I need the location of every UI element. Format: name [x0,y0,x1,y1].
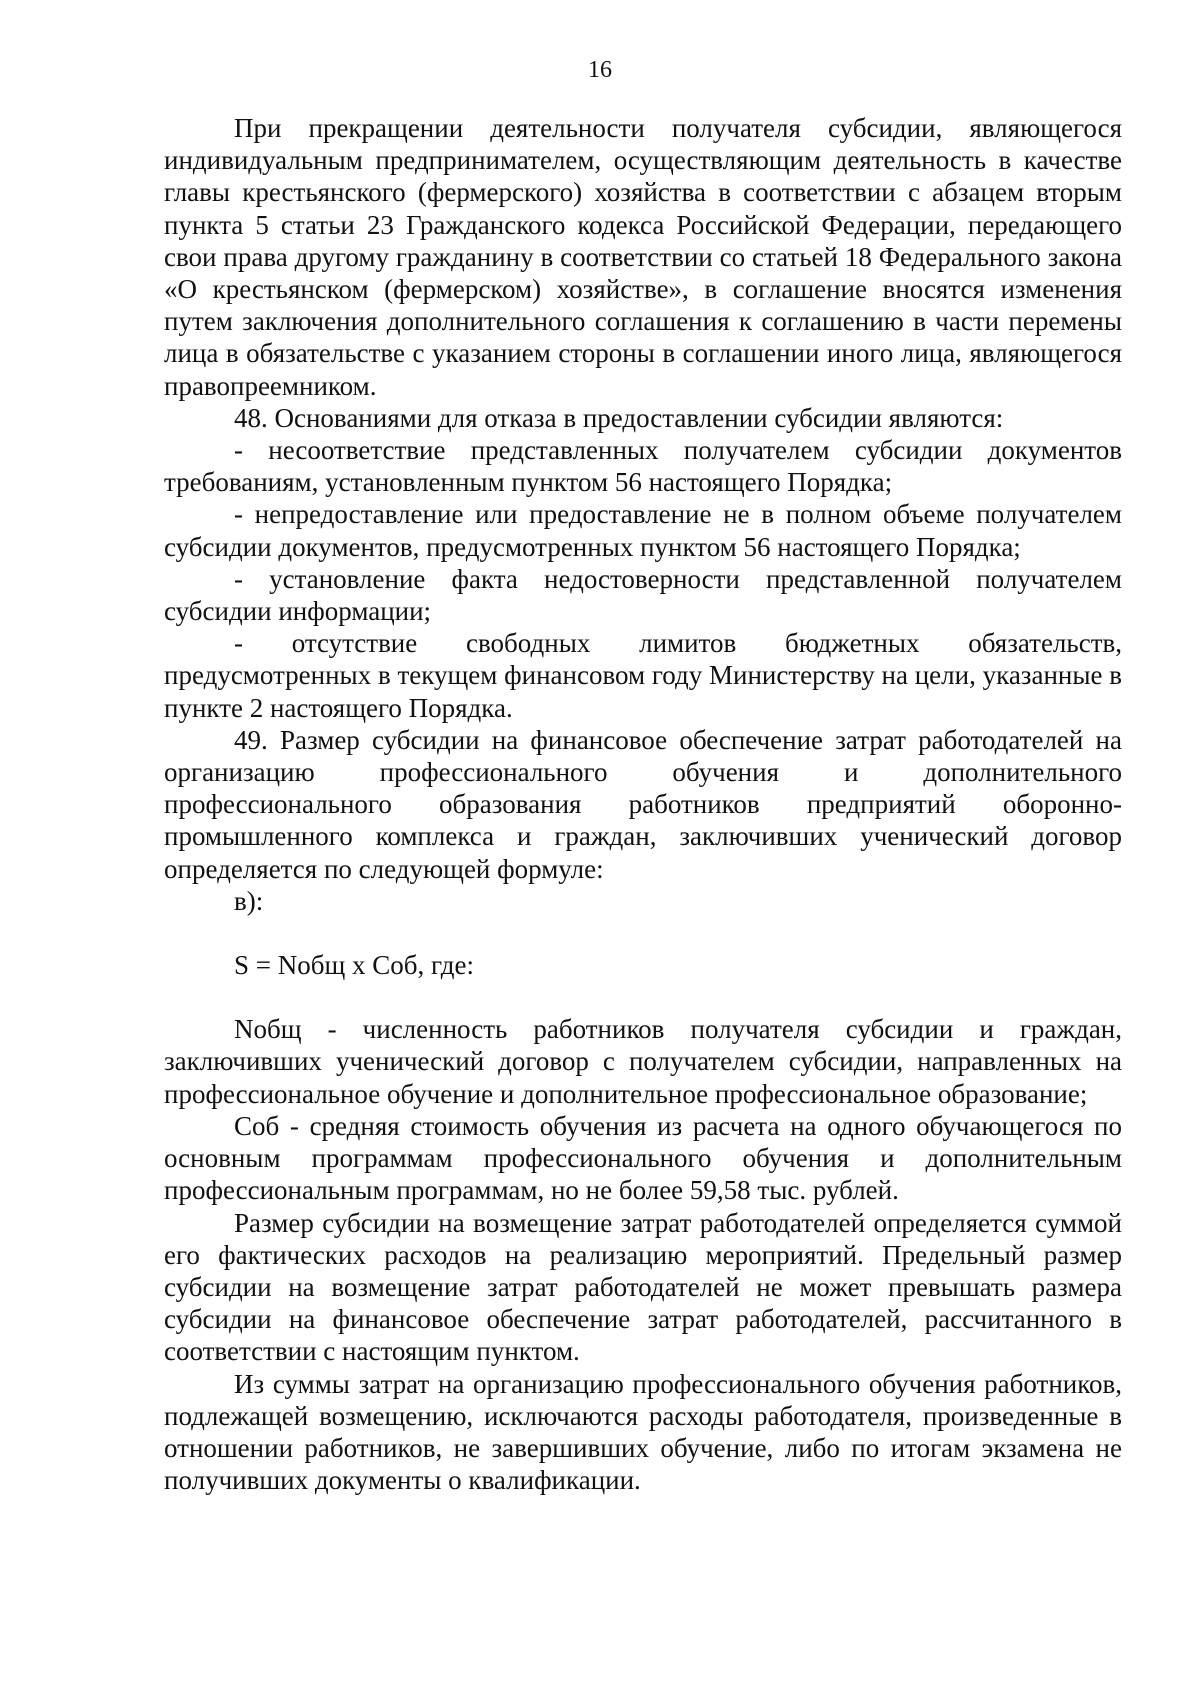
spacer [164,981,1122,1013]
paragraph-reimbursement-size: Размер субсидии на возмещение затрат работодателей определяется суммой его фактических расходов на реализацию мероприятий. Предельный размер субсидии на возмещение затрат работодателей не может превышать размера субсидии на финансовое обеспечение затрат работодателей, рассчитанного в соответствии с настоящим пунктом. [164,1207,1122,1367]
paragraph-48-heading: 48. Основаниями для отказа в предоставлении субсидии являются: [234,402,1004,433]
spacer [164,917,1122,949]
page-number: 16 [588,57,612,83]
list-item-48-2: - непредоставление или предоставление не в полном объеме получателем субсидии документов, предусмотренных пунктом 56 настоящего Порядка; [164,499,1122,562]
list-item-48-4: - отсутствие свободных лимитов бюджетных обязательств, предусмотренных в текущем финансовом году Министерству на цели, указанные в пункте 2 настоящего Порядка. [164,628,1122,723]
document-body [164,112,1122,1496]
definition-nobsh: Nобщ - численность работников получателя субсидии и граждан, заключивших ученический договор с получателем субсидии, направленных на профессиональное обучение и дополнительное профессиональное образование; [164,1014,1122,1109]
paragraph-49: 49. Размер субсидии на финансовое обеспечение затрат работодателей на организацию профессионального обучения и дополнительного профессионального образования работников предприятий оборонно-промышленного комплекса и граждан, заключивших ученический договор определяется по следующей формуле: [164,724,1122,884]
paragraph-farm-succession: При прекращении деятельности получателя субсидии, являющегося индивидуальным предпринимателем, осуществляющим деятельность в качестве главы крестьянского (фермерского) хозяйства в соответствии с абзацем вторым пункта 5 статьи 23 Гражданского кодекса Российской Федерации, передающего свои права другому гражданину в соответствии со статьей 18 Федерального закона «О крестьянском (фермерском) хозяйстве», в соглашение вносятся изменения путем заключения дополнительного соглашения к соглашению в части перемены лица в обязательстве с указанием стороны в соглашении иного лица, являющегося правопреемником. [164,113,1122,401]
definition-sob: Соб - средняя стоимость обучения из расчета на одного обучающегося по основным программам профессионального обучения и дополнительным профессиональным программам, но не более 59,58 тыс. рублей. [164,1110,1122,1206]
list-item-48-3: - установление факта недостоверности представленной получателем субсидии информации; [164,563,1122,627]
list-item-48-1: - несоответствие представленных получателем субсидии документов требованиям, установленным пунктом 56 настоящего Порядка; [164,435,1122,498]
formula: S = Nобщ x Соб, где: [234,950,474,981]
paragraph-49-subpoint-v: в): [234,885,264,916]
paragraph-exclusions: Из суммы затрат на организацию профессионального обучения работников, подлежащей возмещению, исключаются расходы работодателя, произведенные в отношении работников, не завершивших обучение, либо по итогам экзамена не получивших документы о квалификации. [164,1368,1122,1496]
